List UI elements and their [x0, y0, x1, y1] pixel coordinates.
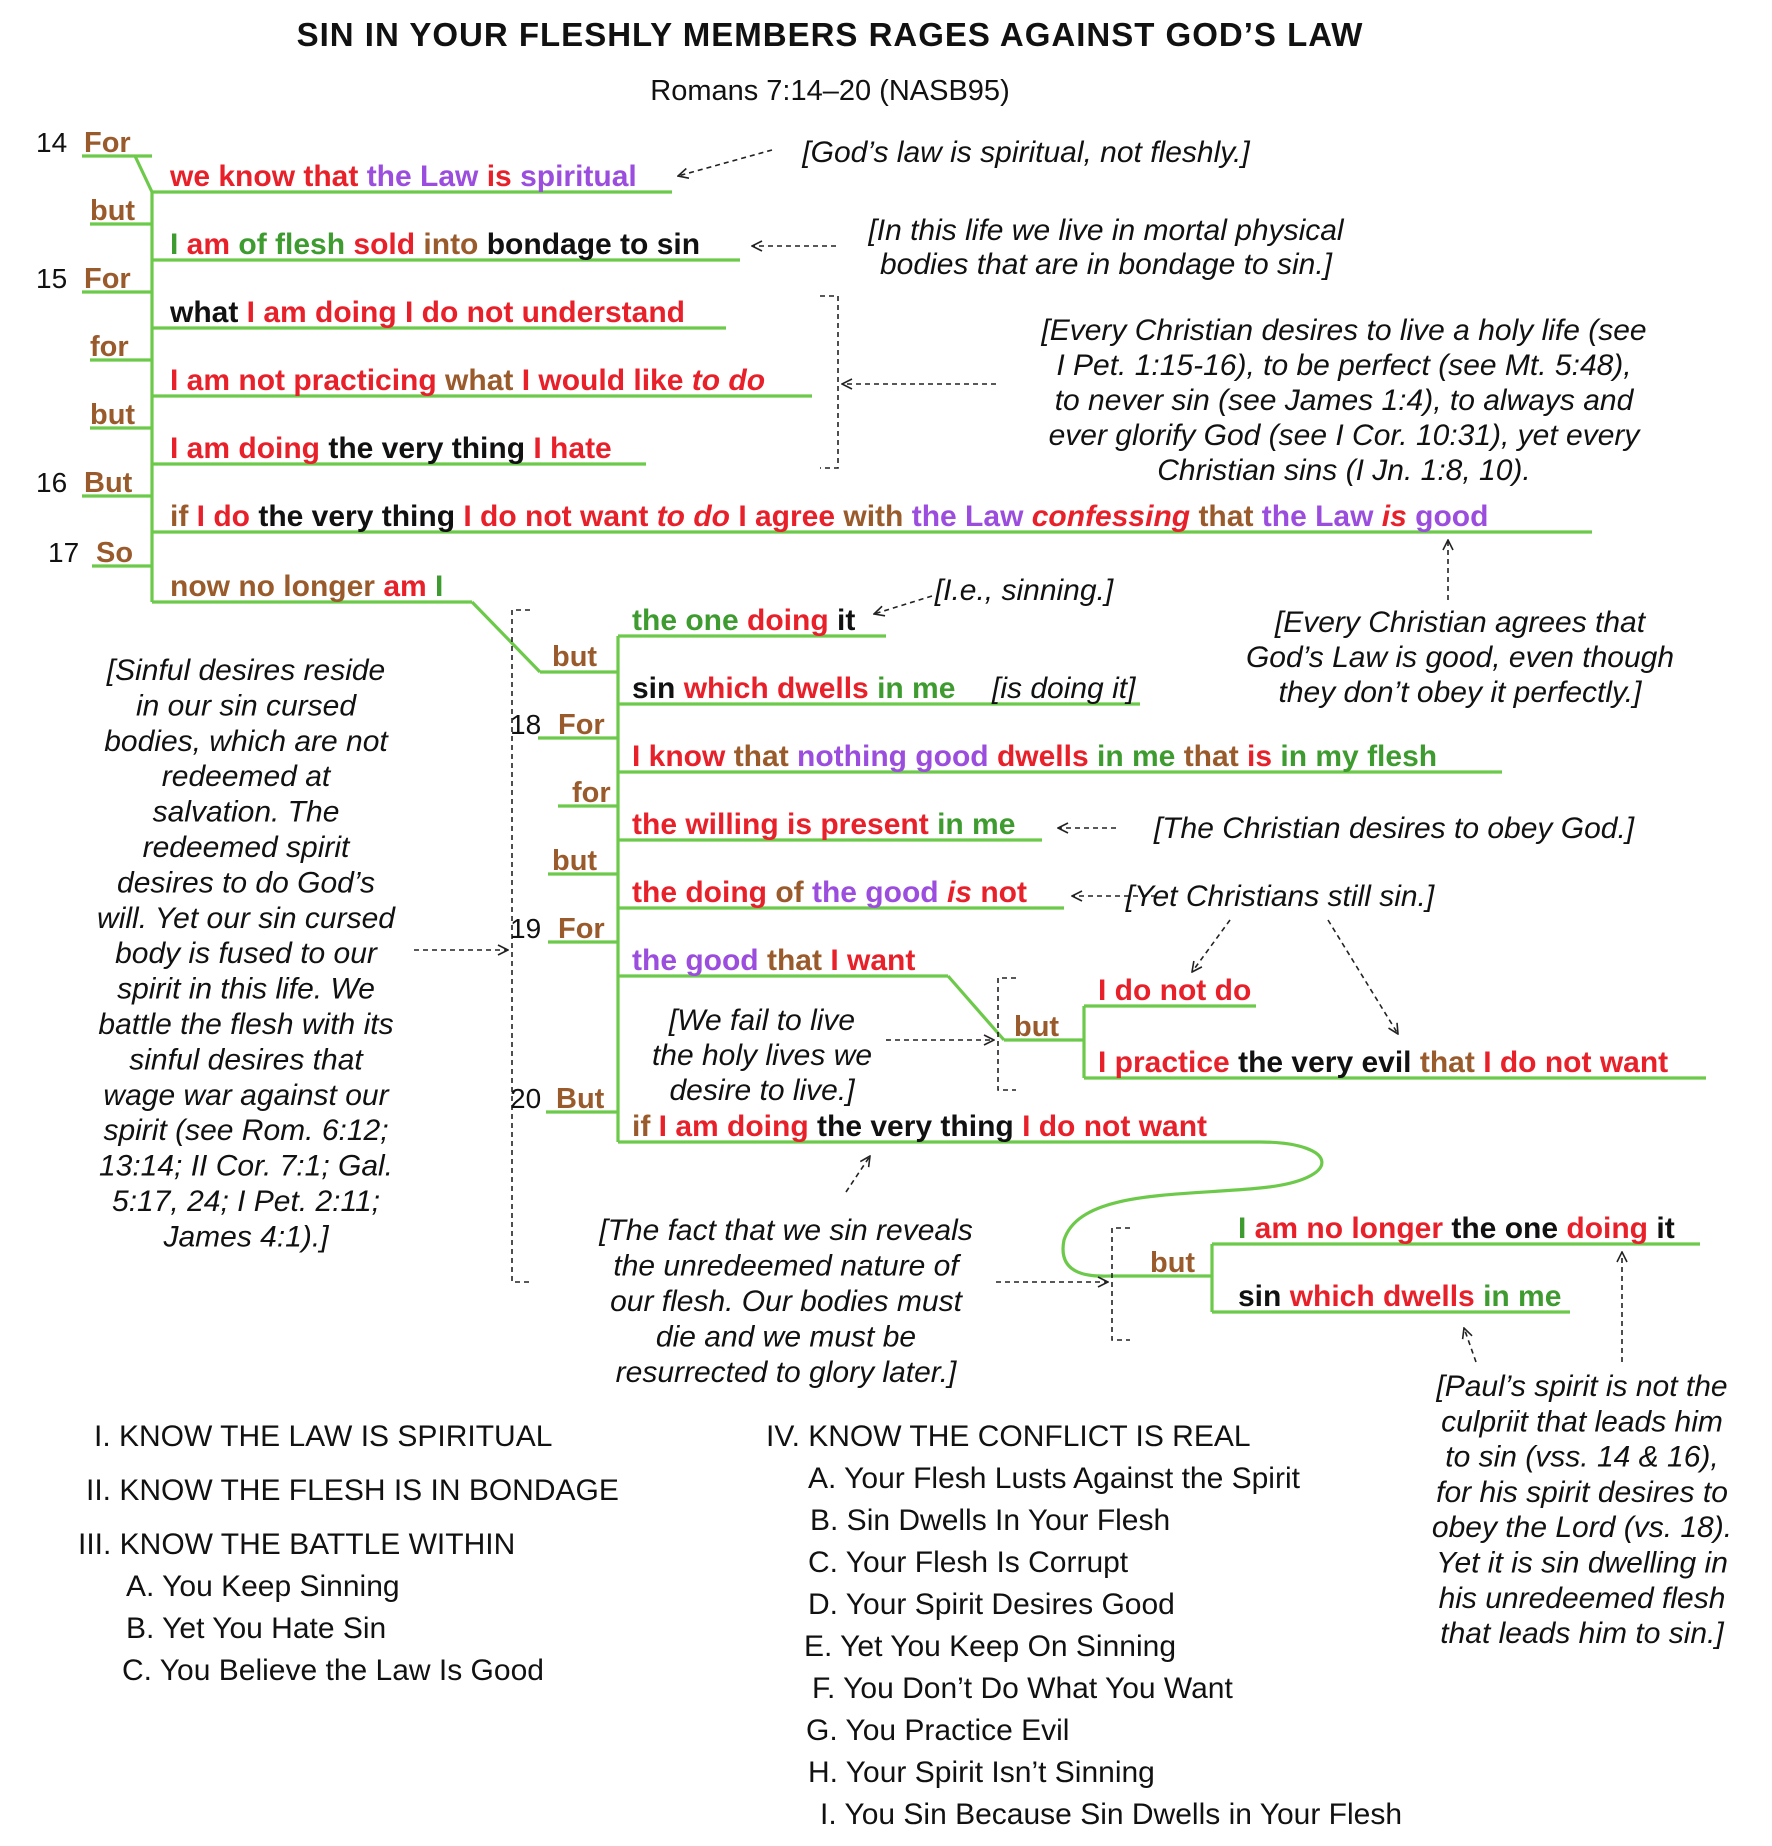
phrase-segment: which dwells — [683, 672, 878, 705]
outline-4e: E. Yet You Keep On Sinning — [804, 1630, 1176, 1663]
phrase-segment: I know — [632, 740, 734, 773]
note-line: to never sin (see James 1:4), to always and — [1054, 384, 1634, 417]
outline-4: IV. KNOW THE CONFLICT IS REAL — [766, 1420, 1251, 1453]
outline-4b: B. Sin Dwells In Your Flesh — [810, 1504, 1171, 1537]
note-line: redeemed spirit — [142, 831, 350, 864]
phrase-segment: sin — [632, 672, 684, 705]
outline-4d: D. Your Spirit Desires Good — [808, 1588, 1175, 1621]
phrase-segment: in me — [937, 808, 1016, 841]
phrase-segment: if — [170, 500, 197, 533]
phrase-segment: is present — [787, 808, 938, 841]
phrase-segment: I hate — [533, 432, 612, 465]
outline-3: III. KNOW THE BATTLE WITHIN — [78, 1528, 516, 1561]
phrase-segment: I do not want — [1483, 1046, 1669, 1079]
phrase-segment: into — [423, 228, 487, 261]
outline-4a: A. Your Flesh Lusts Against the Spirit — [808, 1462, 1300, 1495]
phrase-segment: I am doing — [170, 432, 329, 465]
phrase-segment: that — [1183, 740, 1248, 773]
phrase-segment: the good — [811, 876, 947, 909]
note-is-doing-it: [is doing it] — [992, 672, 1136, 705]
phrase-segment: sold — [353, 228, 424, 261]
phrase-segment: is — [946, 876, 981, 909]
phrase-segment: doing — [747, 604, 837, 637]
phrase-segment: am no longer — [1254, 1212, 1452, 1245]
phrase-nothing-good — [632, 740, 1437, 773]
phrase-segment: the very thing — [328, 432, 534, 465]
phrase-segment: dwells — [996, 740, 1097, 773]
outline-4f: F. You Don’t Do What You Want — [812, 1672, 1233, 1705]
phrase-segment: nothing good — [797, 740, 997, 773]
phrase-segment: I do — [196, 500, 259, 533]
phrase-segment: is — [1381, 500, 1416, 533]
note-line: God’s Law is good, even though — [1245, 641, 1675, 674]
phrase-segment: I want — [830, 944, 916, 977]
outline-3b: B. Yet You Hate Sin — [126, 1612, 387, 1645]
phrase-segment: I practice — [1098, 1046, 1239, 1079]
phrase-no-longer-am-i — [170, 570, 443, 603]
phrase-segment: in me — [1483, 1280, 1562, 1313]
phrase-segment: that — [1198, 500, 1262, 533]
conj-but-14: but — [90, 195, 136, 227]
phrase-segment: I agree — [738, 500, 844, 533]
phrase-segment: that — [1419, 1046, 1484, 1079]
sermon-outline — [78, 1420, 1402, 1831]
note-unredeemed-flesh — [598, 1214, 973, 1389]
phrase-segment: sin — [1238, 1280, 1290, 1313]
conj-for-18b: for — [572, 777, 611, 809]
note-still-sin — [1125, 880, 1435, 913]
conj-but-18: but — [552, 845, 598, 877]
verse-17: 17 — [48, 537, 80, 568]
phrase-segment: in me — [1096, 740, 1184, 773]
phrase-segment: it — [1656, 1212, 1675, 1245]
phrase-segment: the Law — [366, 160, 487, 193]
note-line: will. Yet our sin cursed — [97, 901, 395, 935]
note-line: [Paul’s spirit is not the — [1436, 1370, 1728, 1403]
phrase-segment: of flesh — [238, 228, 354, 261]
verse-14: 14 — [36, 127, 68, 158]
phrase-segment: which dwells — [1289, 1280, 1484, 1313]
note-line: sinful desires that — [129, 1043, 363, 1077]
note-mortal-bodies — [867, 214, 1345, 281]
scripture-reference: Romans 7:14–20 (NASB95) — [650, 75, 1010, 107]
phrase-segment: the very evil — [1238, 1046, 1420, 1079]
note-line: his unredeemed flesh — [1438, 1581, 1726, 1615]
note-line: salvation. The — [152, 795, 340, 829]
phrase-segment: I would like — [521, 364, 692, 397]
note-line: ever glorify God (see I Cor. 10:31), yet every — [1048, 419, 1640, 452]
note-line: [The Christian desires to obey God.] — [1153, 812, 1635, 845]
phrase-segment: the Law — [1261, 500, 1382, 533]
phrase-segment: to do — [691, 364, 766, 397]
note-line: our flesh. Our bodies must — [610, 1285, 962, 1318]
note-line: [God’s law is spiritual, not fleshly.] — [802, 136, 1250, 169]
outline-1: I. KNOW THE LAW IS SPIRITUAL — [94, 1420, 553, 1453]
conj-so-17: So — [96, 537, 134, 569]
note-sinful-desires — [97, 654, 396, 1253]
conj-but-16: But — [84, 467, 133, 499]
conj-for-18: For — [558, 709, 605, 741]
note-desires-to-obey — [1153, 812, 1635, 845]
phrase-segment: to do — [656, 500, 739, 533]
note-line: spirit (see Rom. 6:12; — [103, 1114, 389, 1148]
phrase-doing-what-i-hate — [170, 432, 612, 465]
note-line: bodies that are in bondage to sin.] — [880, 248, 1332, 281]
phrase-segment: the doing — [632, 876, 776, 909]
phrase-segment: I do not do — [1098, 974, 1252, 1007]
note-line: body is fused to our — [115, 937, 377, 971]
phrase-segment: I do not want — [1022, 1110, 1208, 1143]
phrase-segment: the Law — [911, 500, 1032, 533]
phrase-segment: the very thing — [817, 1110, 1023, 1143]
note-line: [In this life we live in mortal physical — [868, 214, 1344, 247]
note-line: redeemed at — [161, 760, 331, 794]
phrase-doing-good-not — [632, 876, 1027, 909]
verse-19: 19 — [510, 913, 542, 944]
phrase-law-spiritual — [169, 160, 637, 193]
phrase-segment: am — [383, 570, 436, 603]
note-line: for his spirit desires to — [1436, 1475, 1728, 1509]
phrase-segment: doing — [1566, 1212, 1657, 1245]
note-line: they don’t obey it perfectly.] — [1278, 676, 1642, 709]
phrase-segment: I — [435, 570, 444, 603]
phrase-doing-very-thing — [632, 1110, 1207, 1143]
conj-but-17: but — [552, 641, 598, 673]
note-line: spirit in this life. We — [117, 972, 375, 1006]
note-line: obey the Lord (vs. 18). — [1431, 1511, 1733, 1545]
phrase-segment: not — [980, 876, 1027, 909]
note-line: culpriit that leads him — [1441, 1405, 1723, 1439]
conj-but-20b: but — [1150, 1247, 1196, 1279]
note-line: that leads him to sin.] — [1440, 1617, 1724, 1651]
phrase-segment: what — [170, 296, 247, 329]
phrase-segment: is — [1247, 740, 1281, 773]
phrase-segment: I am doing I do not understand — [246, 296, 685, 329]
conj-for-19: For — [558, 913, 605, 945]
note-line: [We fail to live — [668, 1004, 856, 1037]
conj-but-19: but — [1014, 1011, 1060, 1043]
phrase-segment: I do not want — [463, 500, 657, 533]
phrase-sin-dwells-in-me-2 — [1238, 1280, 1561, 1313]
note-line: [The fact that we sin reveals — [599, 1214, 973, 1247]
phrase-segment: I am not practicing — [170, 364, 446, 397]
verse-16: 16 — [36, 467, 68, 498]
phrase-not-practicing — [170, 364, 765, 397]
phrase-segment: the good — [632, 944, 767, 977]
verse-15: 15 — [36, 263, 68, 294]
phrase-segment: spiritual — [520, 160, 637, 193]
note-line: 13:14; II Cor. 7:1; Gal. — [98, 1149, 394, 1183]
note-line: die and we must be — [655, 1320, 917, 1354]
phrase-segment: what — [445, 364, 522, 397]
phrase-segment: it — [837, 604, 856, 637]
note-line: bodies, which are not — [104, 724, 388, 758]
conj-for-15: For — [84, 263, 131, 295]
note-line: [Every Christian desires to live a holy life (see — [1041, 314, 1647, 347]
phrase-segment: of — [775, 876, 812, 909]
phrase-i-do-not-do — [1098, 974, 1251, 1007]
phrase-willing-present — [632, 808, 1015, 841]
note-law-is-good — [1246, 606, 1674, 709]
phrase-segment: the one — [1451, 1212, 1567, 1245]
conj-for-14: For — [84, 127, 131, 159]
outline-4c: C. Your Flesh Is Corrupt — [808, 1546, 1129, 1579]
note-line: in our sin cursed — [135, 689, 357, 723]
note-line: [Sinful desires reside — [106, 654, 386, 687]
phrase-of-flesh — [170, 228, 700, 261]
conj-for-15b: for — [90, 331, 129, 363]
phrase-segment: now no longer — [170, 570, 384, 603]
phrase-segment: that — [733, 740, 798, 773]
note-line: [Yet Christians still sin.] — [1125, 880, 1435, 913]
phrase-segment: the willing — [632, 808, 787, 841]
conj-but-20: But — [556, 1083, 605, 1115]
phrase-segment: we know that — [170, 160, 367, 193]
outline-3c: C. You Believe the Law Is Good — [122, 1654, 544, 1687]
phrase-segment: bondage to sin — [486, 228, 701, 261]
phrase-segment: am — [186, 228, 239, 261]
phrase-no-longer-one-doing — [1238, 1212, 1675, 1245]
note-line: [I.e., sinning.] — [934, 574, 1114, 607]
note-christian-desires — [1040, 314, 1646, 487]
phrase-practice-evil — [1098, 1046, 1668, 1079]
outline-3a: A. You Keep Sinning — [126, 1570, 400, 1603]
phrase-do-not-understand — [169, 296, 685, 329]
note-line: to sin (vss. 14 & 16), — [1445, 1440, 1719, 1474]
note-line: [Every Christian agrees that — [1274, 606, 1646, 639]
note-pauls-spirit — [1432, 1370, 1732, 1650]
note-line: desire to live.] — [669, 1074, 855, 1107]
phrase-segment: that — [766, 944, 831, 977]
note-line: desires to do God’s — [117, 866, 375, 900]
note-line: I Pet. 1:15-16), to be perfect (see Mt. 5:48), — [1056, 349, 1632, 382]
page-title: SIN IN YOUR FLESHLY MEMBERS RAGES AGAINST GOD’S LAW — [296, 16, 1364, 53]
outline-4h: H. Your Spirit Isn’t Sinning — [808, 1756, 1155, 1789]
note-line: Yet it is sin dwelling in — [1436, 1546, 1728, 1580]
note-line: the unredeemed nature of — [613, 1249, 959, 1283]
phrase-good-i-want — [632, 944, 915, 977]
phrase-segment: with — [843, 500, 912, 533]
conj-but-15: but — [90, 399, 136, 431]
note-line: wage war against our — [103, 1078, 389, 1112]
note-line: 5:17, 24; I Pet. 2:11; — [112, 1185, 380, 1218]
note-ie-sinning — [934, 574, 1114, 607]
phrase-agree-with-law — [170, 500, 1488, 533]
phrase-segment: confessing — [1031, 500, 1199, 533]
note-line: Christian sins (I Jn. 1:8, 10). — [1157, 454, 1531, 487]
outline-4i: I. You Sin Because Sin Dwells in Your Flesh — [820, 1798, 1403, 1831]
note-line: James 4:1).] — [163, 1220, 329, 1254]
outline-4g: G. You Practice Evil — [806, 1714, 1070, 1747]
note-line: the holy lives we — [651, 1039, 873, 1072]
outline-2: II. KNOW THE FLESH IS IN BONDAGE — [86, 1474, 619, 1507]
phrase-segment: I — [1238, 1212, 1255, 1245]
verse-18: 18 — [510, 709, 542, 740]
phrase-sin-dwells-in-me — [632, 672, 955, 705]
phrase-one-doing-it — [632, 604, 855, 637]
phrase-segment: in me — [877, 672, 956, 705]
phrase-segment: is — [486, 160, 521, 193]
note-law-spiritual — [801, 136, 1250, 169]
phrase-segment: if — [632, 1110, 659, 1143]
note-line: resurrected to glory later.] — [615, 1356, 957, 1389]
note-line: battle the flesh with its — [98, 1008, 394, 1041]
verse-20: 20 — [510, 1083, 542, 1114]
phrase-segment: the one — [632, 604, 748, 637]
phrase-segment: the very thing — [258, 500, 464, 533]
phrase-segment: I — [170, 228, 187, 261]
phrase-segment: good — [1415, 500, 1489, 533]
phrase-segment: I am doing — [658, 1110, 818, 1143]
phrase-segment: in my flesh — [1280, 740, 1438, 773]
note-fail-to-live — [652, 1004, 872, 1107]
